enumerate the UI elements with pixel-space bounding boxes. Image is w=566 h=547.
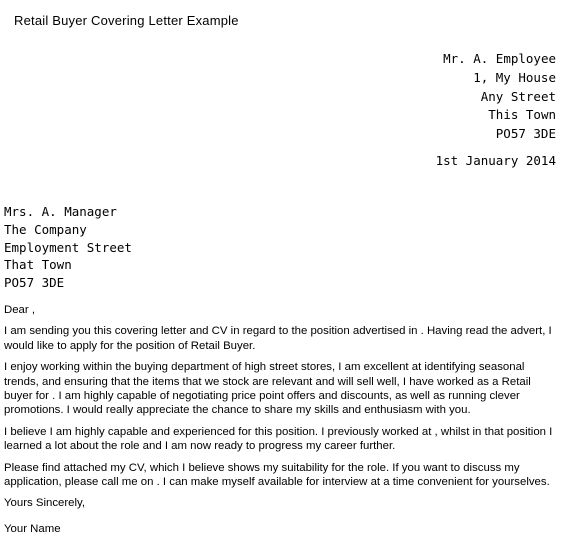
sender-address-line: This Town bbox=[488, 107, 556, 123]
letter-paragraph: Please find attached my CV, which I believe shows my suitability for the role. If you want to discuss my application, please call me on . I can make myself available for interview at a time convenient for yourselves. bbox=[4, 461, 550, 489]
letter-paragraph: I am sending you this covering letter and CV in regard to the position advertised in . Having read the advert, I would like to apply for the position of Retail Buyer. bbox=[4, 325, 552, 352]
letter-date: 1st January 2014 bbox=[435, 153, 556, 168]
sender-address bbox=[443, 50, 556, 144]
signature-name: Your Name bbox=[4, 522, 61, 535]
sender-address-line: 1, My House bbox=[473, 69, 556, 85]
sender-address-line: Any Street bbox=[480, 88, 556, 104]
recipient-address bbox=[4, 203, 132, 292]
recipient-address-line: The Company bbox=[4, 221, 87, 237]
letter-body bbox=[4, 303, 560, 543]
recipient-name: Mrs. A. Manager bbox=[4, 204, 117, 219]
letter-paragraph: I believe I am highly capable and experienced for this position. I previously worked at , whilst in that position I learned a lot about the role and I am now ready to progress my career further. bbox=[4, 425, 553, 453]
recipient-address-line: Employment Street bbox=[4, 239, 132, 255]
letter-paragraph: I enjoy working within the buying department of high street stores, I am excellent at identifying seasonal trends, and ensuring that the items that we stock are relevant and will sell well, I have worked as a Retail buyer for . I am highly capable of negotiating price point offers and discounts, as well as running clever promotions. I would really appreciate the chance to share my skills and enthusiasm with you. bbox=[4, 361, 531, 417]
closing: Yours Sincerely, bbox=[4, 497, 86, 510]
sender-name: Mr. A. Employee bbox=[443, 51, 556, 66]
salutation: Dear , bbox=[4, 304, 36, 316]
sender-postcode: PO57 3DE bbox=[495, 126, 556, 142]
recipient-postcode: PO57 3DE bbox=[4, 275, 65, 291]
document-title: Retail Buyer Covering Letter Example bbox=[14, 13, 239, 28]
recipient-address-line: That Town bbox=[4, 257, 72, 273]
